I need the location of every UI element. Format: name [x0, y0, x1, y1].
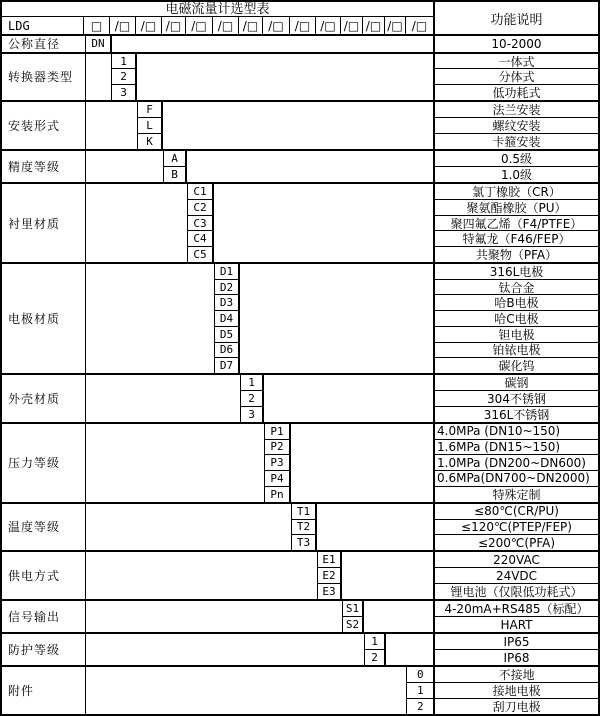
group-pressure-rating — [2, 422, 598, 502]
code-box-signal-output: S1 — [345, 602, 360, 616]
group-liner-material — [2, 182, 598, 262]
model-checkbox: □ — [84, 17, 110, 34]
function-cells-installation-type — [433, 102, 598, 149]
group-label-liner-material: 衬里材质 — [2, 184, 86, 262]
code-box-electrode-material: D2 — [215, 279, 238, 295]
model-slash-checkbox: /□ — [110, 17, 136, 34]
group-temperature-rating — [2, 502, 598, 551]
model-slash-checkbox: /□ — [316, 17, 341, 34]
code-box-power-supply: E3 — [318, 583, 340, 599]
code-box-pressure-rating: P1 — [270, 424, 284, 438]
code-column-protection-rating — [364, 634, 386, 665]
code-box-accessories: 2 — [407, 698, 433, 714]
group-nominal-diameter — [2, 36, 598, 52]
empty-cell — [86, 375, 240, 422]
function-cell: 铂铱电极 — [435, 342, 598, 358]
code-box-accessories: 0 — [416, 668, 424, 682]
header-left — [2, 2, 433, 34]
model-code-row — [2, 17, 433, 34]
code-box-temperature-rating: T2 — [292, 519, 315, 535]
group-installation-type — [2, 100, 598, 149]
model-slash-checkbox: /□ — [290, 17, 316, 34]
code-box-converter-type: 3 — [112, 84, 135, 100]
group-label-electrode-material: 电极材质 — [2, 264, 86, 373]
empty-cell — [86, 634, 364, 665]
code-box-electrode-material: D3 — [215, 294, 238, 310]
group-housing-material — [2, 373, 598, 422]
code-column-installation-type — [137, 102, 163, 149]
empty-cell — [364, 601, 433, 632]
function-cell: ≤120℃(PTEP/FEP) — [435, 519, 598, 535]
function-cell: 低功耗式 — [435, 84, 598, 100]
function-cells-housing-material — [433, 375, 598, 422]
empty-cell — [163, 102, 433, 149]
code-box-power-supply: E1 — [322, 553, 336, 567]
code-box-pressure-rating: P4 — [265, 470, 289, 486]
empty-cell — [137, 54, 433, 101]
empty-cell — [264, 375, 433, 422]
code-box-nominal-diameter: DN — [91, 37, 105, 51]
code-box-liner-material: C1 — [193, 185, 207, 199]
function-cell: 220VAC — [493, 552, 540, 567]
function-cells-protection-rating — [433, 634, 598, 665]
function-cell: 分体式 — [435, 68, 598, 84]
code-box-converter-type: 1 — [120, 54, 127, 68]
function-cell: 哈B电极 — [435, 294, 598, 310]
function-cell: 法兰安装 — [492, 103, 541, 118]
empty-cell — [214, 184, 433, 262]
code-box-accuracy-class: B — [164, 166, 185, 182]
model-slash-checkbox: /□ — [239, 17, 263, 34]
code-box-pressure-rating: P2 — [265, 439, 289, 455]
code-box-protection-rating: 2 — [365, 649, 384, 665]
function-cell: 1.0级 — [435, 166, 598, 182]
function-column-header: 功能说明 — [433, 2, 598, 34]
code-column-nominal-diameter — [86, 36, 112, 52]
group-converter-type — [2, 52, 598, 101]
empty-cell — [240, 264, 433, 373]
empty-cell — [86, 151, 163, 182]
function-cell: 聚四氟乙烯（F4/PTFE） — [435, 215, 598, 231]
function-cells-accessories — [433, 667, 598, 714]
page-title: 电磁流量计选型表 — [2, 2, 433, 17]
code-column-converter-type — [111, 54, 137, 101]
function-cell: 共聚物（PFA） — [435, 246, 598, 262]
code-box-liner-material: C2 — [188, 199, 212, 215]
group-power-supply — [2, 550, 598, 599]
function-cell: 10-2000 — [491, 36, 542, 51]
empty-cell — [86, 184, 187, 262]
code-column-signal-output — [342, 601, 364, 632]
function-cell: 聚氨酯橡胶（PU） — [435, 199, 598, 215]
code-box-temperature-rating: T1 — [296, 504, 311, 518]
code-box-housing-material: 1 — [248, 375, 255, 389]
function-cell: 特氟龙（F46/FEP） — [435, 230, 598, 246]
group-accuracy-class — [2, 149, 598, 182]
code-column-liner-material — [187, 184, 214, 262]
empty-cell — [86, 264, 214, 373]
empty-cell — [86, 601, 342, 632]
empty-cell — [342, 552, 433, 599]
table-header-area — [2, 2, 598, 36]
function-cell: IP65 — [503, 634, 530, 649]
code-box-converter-type: 2 — [112, 68, 135, 84]
function-cell: 锂电池（仅限低功耗式） — [435, 583, 598, 599]
group-label-nominal-diameter: 公称直径 — [2, 36, 86, 52]
code-column-pressure-rating — [264, 424, 291, 502]
function-cell: 316L不锈钢 — [435, 406, 598, 422]
function-cell: ≤200℃(PFA) — [435, 534, 598, 550]
code-column-housing-material — [240, 375, 264, 422]
function-cells-nominal-diameter — [433, 36, 598, 52]
code-box-accessories: 1 — [407, 682, 433, 698]
group-protection-rating — [2, 632, 598, 665]
function-cell: 304不锈钢 — [435, 390, 598, 406]
function-cell: 1.0MPa (DN200~DN600) — [435, 454, 598, 470]
empty-cell — [386, 634, 433, 665]
code-box-protection-rating: 1 — [371, 635, 378, 649]
model-slash-checkbox: /□ — [263, 17, 290, 34]
group-accessories — [2, 665, 598, 714]
code-box-power-supply: E2 — [318, 567, 340, 583]
model-slash-checkbox: /□ — [341, 17, 363, 34]
code-box-electrode-material: D1 — [219, 264, 234, 278]
option-groups — [2, 36, 598, 714]
function-cell: 4.0MPa (DN10~150) — [437, 424, 561, 439]
function-cell: 哈C电极 — [435, 310, 598, 326]
code-box-temperature-rating: T3 — [292, 534, 315, 550]
function-cell: ≤80℃(CR/PU) — [474, 504, 559, 519]
code-box-pressure-rating: Pn — [265, 486, 289, 502]
function-cell: 钛合金 — [435, 279, 598, 295]
code-box-housing-material: 2 — [241, 390, 262, 406]
code-box-electrode-material: D5 — [215, 326, 238, 342]
empty-cell — [86, 54, 111, 101]
function-cell: 螺纹安装 — [435, 117, 598, 133]
code-column-accuracy-class — [163, 151, 187, 182]
group-electrode-material — [2, 262, 598, 373]
code-box-housing-material: 3 — [241, 406, 262, 422]
group-label-housing-material: 外壳材质 — [2, 375, 86, 422]
function-cell: 接地电极 — [435, 682, 598, 698]
function-cell: 0.5级 — [500, 152, 533, 167]
model-slash-checkbox: /□ — [411, 18, 428, 33]
function-cell: 0.6MPa(DN700~DN2000) — [435, 470, 598, 486]
empty-cell — [86, 504, 291, 551]
function-cell: 一体式 — [498, 54, 535, 69]
group-label-pressure-rating: 压力等级 — [2, 424, 86, 502]
code-box-liner-material: C5 — [188, 246, 212, 262]
code-box-installation-type: L — [138, 117, 161, 133]
model-slash-checkbox: /□ — [385, 17, 406, 34]
code-box-installation-type: K — [138, 133, 161, 149]
function-cell: 氯丁橡胶（CR） — [472, 185, 561, 199]
model-slash-checkbox: /□ — [186, 17, 213, 34]
function-cells-pressure-rating — [433, 424, 598, 502]
code-box-electrode-material: D7 — [215, 357, 238, 373]
code-column-temperature-rating — [291, 504, 317, 551]
function-cell: 钽电极 — [435, 326, 598, 342]
function-cell: 刮刀电极 — [435, 698, 598, 714]
code-box-pressure-rating: P3 — [265, 454, 289, 470]
code-box-signal-output: S2 — [343, 616, 362, 632]
function-cell: 不接地 — [498, 668, 535, 683]
code-box-installation-type: F — [146, 103, 153, 117]
function-cell: 碳化钨 — [435, 357, 598, 373]
code-box-liner-material: C3 — [188, 215, 212, 231]
model-slash-checkbox: /□ — [363, 17, 385, 34]
empty-cell — [112, 36, 433, 52]
function-cells-temperature-rating — [433, 504, 598, 551]
function-cell: 卡箍安装 — [435, 133, 598, 149]
empty-cell — [291, 424, 433, 502]
code-box-liner-material: C4 — [188, 230, 212, 246]
model-slash-checkbox: /□ — [213, 17, 239, 34]
empty-cell — [86, 102, 137, 149]
function-cells-power-supply — [433, 552, 598, 599]
model-slash-checkbox: /□ — [162, 17, 186, 34]
group-label-accessories: 附件 — [2, 667, 86, 714]
code-column-power-supply — [317, 552, 342, 599]
function-cell: 特殊定制 — [435, 486, 598, 502]
function-cells-signal-output — [433, 601, 598, 632]
group-label-power-supply: 供电方式 — [2, 552, 86, 599]
function-cells-converter-type — [433, 54, 598, 101]
model-slash-checkbox: /□ — [136, 17, 162, 34]
function-cell: 1.6MPa (DN15~150) — [435, 439, 598, 455]
empty-cell — [86, 667, 406, 714]
function-cell: 碳钢 — [504, 375, 529, 390]
group-label-accuracy-class: 精度等级 — [2, 151, 86, 182]
model-code-boxes — [84, 17, 433, 34]
code-box-electrode-material: D4 — [215, 310, 238, 326]
function-cell: 4-20mA+RS485（标配） — [444, 602, 589, 617]
group-label-temperature-rating: 温度等级 — [2, 504, 86, 551]
code-column-electrode-material — [214, 264, 240, 373]
group-label-protection-rating: 防护等级 — [2, 634, 86, 665]
code-box-electrode-material: D6 — [215, 342, 238, 358]
function-cell: IP68 — [435, 649, 598, 665]
function-cell: 24VDC — [435, 567, 598, 583]
function-cell: 316L电极 — [489, 264, 544, 279]
empty-cell — [317, 504, 433, 551]
function-cells-electrode-material — [433, 264, 598, 373]
empty-cell — [187, 151, 433, 182]
empty-cell — [86, 424, 264, 502]
group-label-converter-type: 转换器类型 — [2, 54, 86, 101]
group-signal-output — [2, 599, 598, 632]
empty-cell — [86, 552, 317, 599]
model-prefix-label: LDG — [2, 17, 84, 34]
group-label-signal-output: 信号输出 — [2, 601, 86, 632]
function-cells-liner-material — [433, 184, 598, 262]
group-label-installation-type: 安装形式 — [2, 102, 86, 149]
function-cells-accuracy-class — [433, 151, 598, 182]
function-cell: HART — [435, 616, 598, 632]
code-column-accessories — [406, 667, 433, 714]
code-box-accuracy-class: A — [171, 152, 178, 166]
